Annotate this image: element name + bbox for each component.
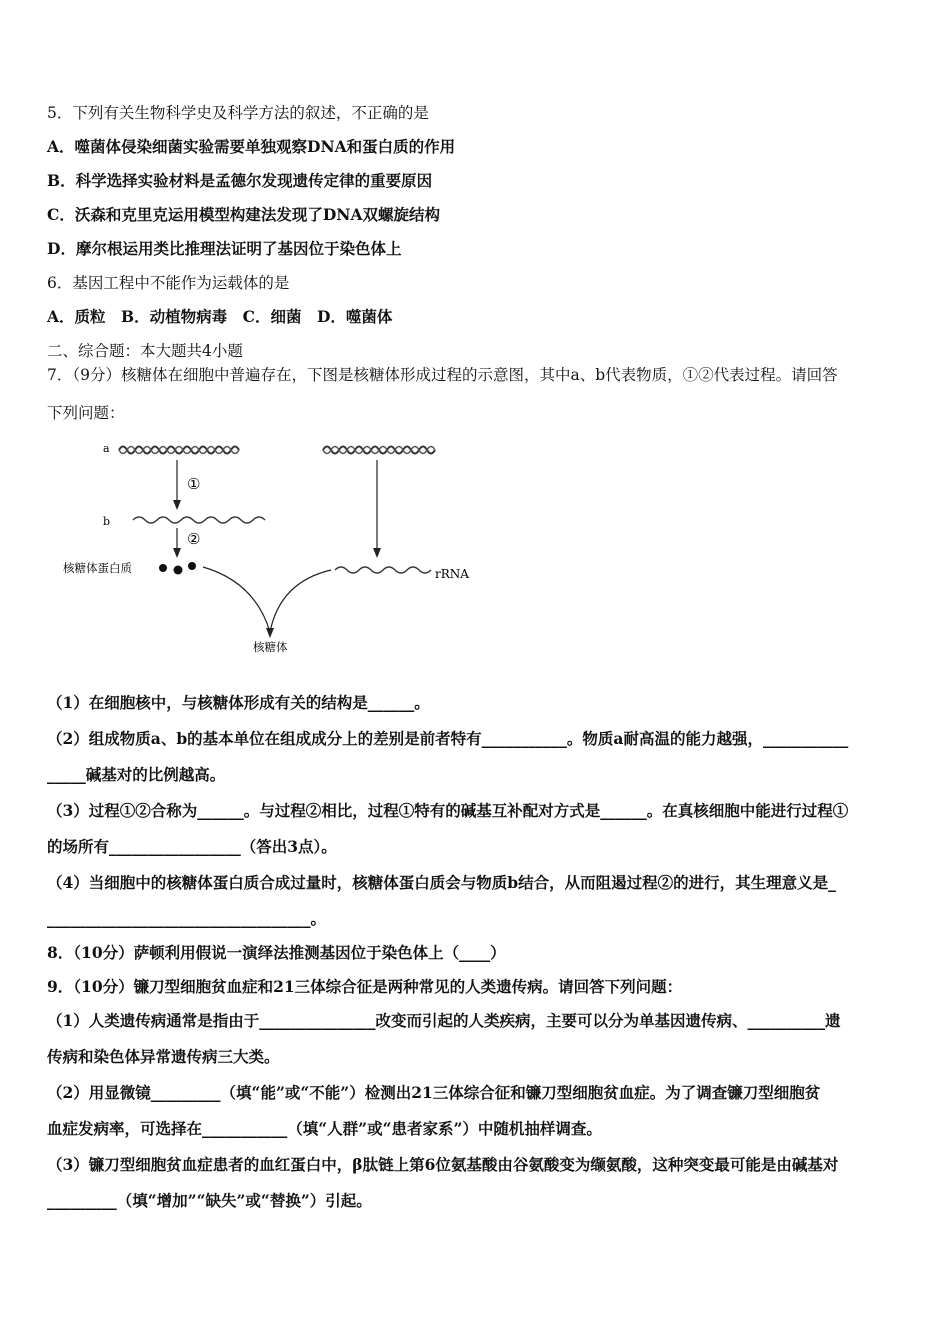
ribosome-formation-diagram <box>55 432 485 667</box>
q9-sub2-line1: （2）用显微镜_________（填“能”或“不能”）检测出21三体综合征和镰刀型细胞贫血症。为了调查镰刀型细胞贫 <box>47 1083 821 1102</box>
arrow-rrna-head <box>373 548 381 558</box>
q5-option-d: D．摩尔根运用类比推理法证明了基因位于染色体上 <box>47 239 402 258</box>
q7-sub4-line1: （4）当细胞中的核糖体蛋白质合成过量时，核糖体蛋白质会与物质b结合，从而阻遏过程②的进行，其生理意义是_ <box>47 873 836 892</box>
protein-dot-2 <box>174 566 183 575</box>
q7-stem-line1: 7．（9分）核糖体在细胞中普遍存在，下图是核糖体形成过程的示意图，其中a、b代表物质，①②代表过程。请回答 <box>47 366 838 384</box>
label-b: b <box>103 515 111 528</box>
arrow-step1-head <box>173 500 181 510</box>
curve-left <box>203 567 270 632</box>
q5-stem: 5．下列有关生物科学史及科学方法的叙述，不正确的是 <box>47 104 429 122</box>
q7-sub3-line2: 的场所有_________________（答出3点）。 <box>47 837 337 856</box>
rrna-strand <box>335 567 431 573</box>
label-ribosomal-protein: 核糖体蛋白质 <box>63 561 132 575</box>
q9-sub1-line1: （1）人类遗传病通常是指由于_______________改变而引起的人类疾病，主要可以分为单基因遗传病、__________遗 <box>47 1011 841 1030</box>
mrna-b <box>133 517 265 523</box>
label-step1: ① <box>187 475 201 493</box>
q7-sub3-line1: （3）过程①②合称为______。与过程②相比，过程①特有的碱基互补配对方式是______。在真核细胞中能进行过程① <box>47 801 849 820</box>
q9-sub1-line2: 传病和染色体异常遗传病三大类。 <box>47 1047 280 1066</box>
q6-stem: 6．基因工程中不能作为运载体的是 <box>47 274 290 292</box>
q7-sub2-line2: _____碱基对的比例越高。 <box>47 765 226 784</box>
q5-option-a: A．噬菌体侵染细菌实验需要单独观察DNA和蛋白质的作用 <box>47 137 456 156</box>
arrow-step2-head <box>173 548 181 558</box>
q5-option-b: B．科学选择实验材料是孟德尔发现遗传定律的重要原因 <box>47 171 433 190</box>
label-a: a <box>103 442 110 455</box>
q9-sub3-line1: （3）镰刀型细胞贫血症患者的血红蛋白中，β肽链上第6位氨基酸由谷氨酸变为缬氨酸，这种突变最可能是由碱基对 <box>47 1155 839 1174</box>
label-ribosome: 核糖体 <box>253 640 288 654</box>
q8-stem: 8．（10分）萨顿利用假说一演绎法推测基因位于染色体上（____） <box>47 943 506 962</box>
curve-arrow-head <box>266 628 274 638</box>
q7-stem-line2: 下列问题： <box>47 404 125 422</box>
protein-dot-3 <box>188 562 196 570</box>
q6-options: A．质粒 B．动植物病毒 C．细菌 D．噬菌体 <box>47 307 393 326</box>
q9-sub2-line2: 血症发病率，可选择在___________（填“人群”或“患者家系”）中随机抽样调查。 <box>47 1119 602 1138</box>
label-rrna: rRNA <box>435 567 469 581</box>
q5-option-c: C．沃森和克里克运用模型构建法发现了DNA双螺旋结构 <box>47 205 440 224</box>
q7-sub4-line2: __________________________________。 <box>47 909 327 928</box>
protein-dot-1 <box>159 564 167 572</box>
q9-stem: 9．（10分）镰刀型细胞贫血症和21三体综合征是两种常见的人类遗传病。请回答下列问题： <box>47 977 683 996</box>
q7-sub2-line1: （2）组成物质a、b的基本单位在组成成分上的差别是前者特有___________。物质a耐高温的能力越强，___________ <box>47 729 849 748</box>
curve-right <box>270 570 331 632</box>
section-heading: 二、综合题：本大题共4小题 <box>47 342 243 360</box>
label-step2: ② <box>187 530 201 548</box>
q9-sub3-line2: _________（填“增加”“缺失”或“替换”）引起。 <box>47 1191 372 1210</box>
q7-sub1: （1）在细胞核中，与核糖体形成有关的结构是______。 <box>47 693 430 712</box>
